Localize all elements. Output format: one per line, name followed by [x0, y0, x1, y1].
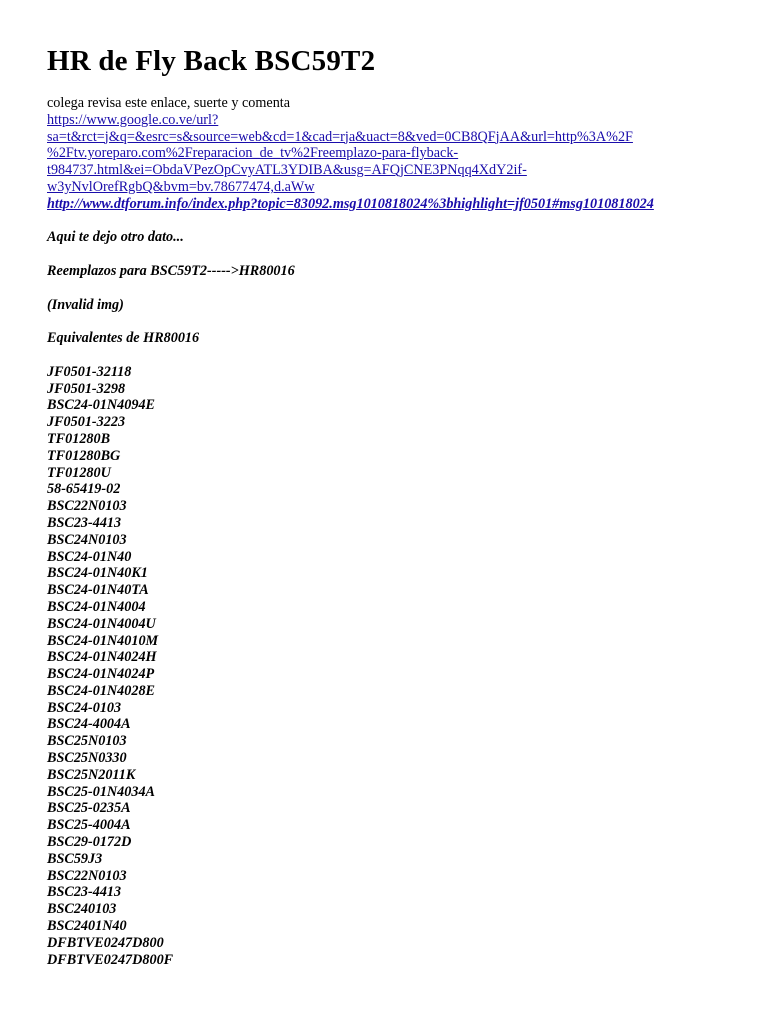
part-number-item: JF0501-3223	[47, 414, 126, 431]
part-number-item: BSC25N0330	[47, 750, 127, 767]
part-number-item: TF01280BG	[47, 447, 121, 464]
part-number-item: BSC24-01N4024P	[47, 666, 155, 683]
intro-text: colega revisa este enlace, suerte y comenta	[47, 95, 291, 111]
part-number-item: BSC24-01N4010M	[47, 632, 159, 649]
forum-link[interactable]: http://www.dtforum.info/index.php?topic=83092.msg1010818024%3bhighlight=jf0501#msg1010818024	[47, 195, 654, 212]
part-number-item: BSC23-4413	[47, 514, 122, 531]
part-number-item: BSC25-01N4034A	[47, 783, 155, 800]
part-number-item: BSC24-01N40K1	[47, 565, 148, 582]
google-link-line[interactable]: sa=t&rct=j&q=&esrc=s&source=web&cd=1&cad=rja&uact=8&ved=0CB8QFjAA&url=http%3A%2F	[47, 128, 633, 145]
part-number-item: BSC25-4004A	[47, 817, 131, 834]
part-number-item: BSC24-01N4094E	[47, 397, 155, 414]
part-number-item: JF0501-3298	[47, 380, 126, 397]
part-number-item: BSC25N0103	[47, 733, 127, 750]
part-number-item: DFBTVE0247D800	[47, 934, 164, 951]
page-title: HR de Fly Back BSC59T2	[47, 45, 376, 77]
google-link[interactable]	[47, 112, 727, 196]
replacements-text: Reemplazos para BSC59T2----->HR80016	[47, 262, 295, 279]
part-number-item: DFBTVE0247D800F	[47, 951, 174, 968]
part-number-item: BSC240103	[47, 901, 117, 918]
part-number-item: BSC22N0103	[47, 867, 127, 884]
equivalents-heading: Equivalentes de HR80016	[47, 330, 200, 347]
document-body	[47, 44, 727, 968]
part-number-item: BSC24-01N4024H	[47, 649, 157, 666]
google-link-line[interactable]: t984737.html&ei=ObdaVPezOpCvyATL3YDIBA&usg=AFQjCNE3PNqq4XdY2if-	[47, 162, 527, 179]
other-data-text: Aqui te dejo otro dato...	[47, 229, 184, 246]
part-number-item: 58-65419-02	[47, 481, 121, 498]
part-number-item: TF01280B	[47, 430, 111, 447]
google-link-line[interactable]: https://www.google.co.ve/url?	[47, 111, 219, 128]
invalid-image-text: (Invalid img)	[47, 296, 124, 313]
equivalents-list	[47, 364, 727, 969]
part-number-item: BSC24-01N4028E	[47, 682, 155, 699]
spacer	[47, 313, 727, 330]
part-number-item: BSC24-01N4004	[47, 598, 146, 615]
spacer	[47, 246, 727, 263]
part-number-item: BSC24N0103	[47, 531, 127, 548]
part-number-item: BSC25N2011K	[47, 766, 136, 783]
part-number-item: BSC24-01N40	[47, 548, 132, 565]
google-link-line[interactable]: w3yNvlOrefRgbQ&bvm=bv.78677474,d.aWw	[47, 178, 315, 195]
spacer	[47, 280, 727, 297]
google-link-line[interactable]: %2Ftv.yoreparo.com%2Freparacion_de_tv%2Freemplazo-para-flyback-	[47, 145, 459, 162]
part-number-item: BSC24-01N4004U	[47, 615, 156, 632]
part-number-item: BSC23-4413	[47, 884, 122, 901]
part-number-item: JF0501-32118	[47, 363, 132, 380]
part-number-item: BSC24-01N40TA	[47, 582, 149, 599]
part-number-item: BSC24-0103	[47, 699, 122, 716]
part-number-item: BSC2401N40	[47, 918, 127, 935]
part-number-item: TF01280U	[47, 464, 111, 481]
part-number-item: BSC29-0172D	[47, 834, 132, 851]
part-number-item: BSC22N0103	[47, 498, 127, 515]
part-number-item: BSC59J3	[47, 850, 103, 867]
part-number-item: BSC24-4004A	[47, 716, 131, 733]
spacer	[47, 213, 727, 230]
part-number-item: BSC25-0235A	[47, 800, 131, 817]
spacer	[47, 347, 727, 364]
